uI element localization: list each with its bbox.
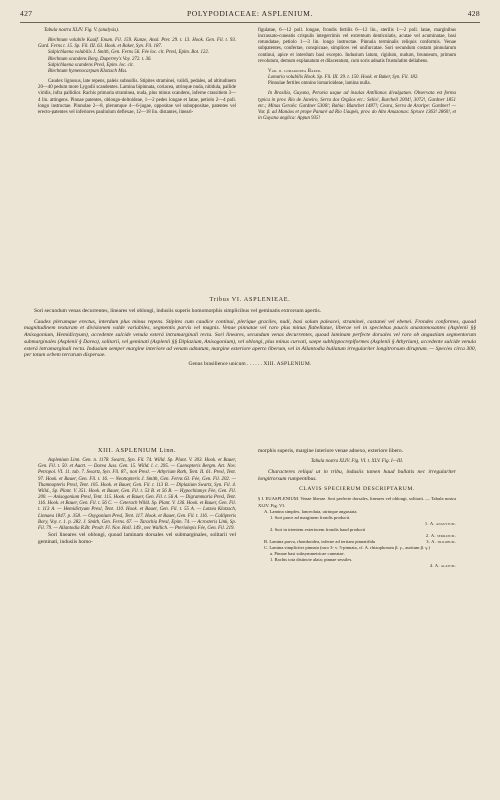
distribution-text: In Brasilia, Guyana, Peruvia usque ad insulas Antillanas divulgatum. Observata est forma typica in prov. Rio de Janeiro, Serra dos Orgãos etc.: Sello!, Burchell 2004!, 3072!, Gardner 1851 etc.; Minas Geraës: Gardner 5306!; Bahia: Blanchet 1487!; Ceara, Serra de Araripe: Gardner! — Var. β. ad Manáos et prope Panuré ad Rio Uaupés, prov. do Alto Amazonas: Spruce 1363! 2860!, et in Guyana anglica: Appun 935! xyxy=(258,91,456,122)
genus-tabula: Tabula nostra XLIV. Fig. VI. t. XLV. Fig. I—III. xyxy=(310,458,404,464)
key-row: 1. Sori parce ad marginem frondis producti. xyxy=(270,514,351,520)
left-page-number: 427 xyxy=(20,9,33,18)
genus-sori-text: Sori lineares vel oblongi, quoad laminam dorsales vel submarginales, solitarii vel geminati, indusiis homo- xyxy=(38,532,236,545)
key-row: § I. EUASPLENIUM. Venae liberae. Sori perfecte dorsales, lineares vel oblongi, solitarii. — Tabula nostra XLIV. Fig. VI. xyxy=(258,496,456,508)
key-row: 1. A. angustum. xyxy=(424,520,456,526)
tribe-description: Caudex plerumque erectus, interdum plus minus repens. Stipites cum caudice continui, plerique graciles, nudi, basi solum paleacei, straminei, castanei vel ebenei. Frondes conformes, quoad magnitudinem texturam et divisionem valde variabiles, segmentis parvis vel magnis. Venae pinnatae vel raro plus minus flabellatae, liberae vel in speciebus paucis anastomosantes (Asplenii §§ Anisogonium, Hemidictyum), accedente sulcide venula exterá intramarginali recta. Sori lineares, secundum venas decurrentes, quoad laminam perfecte dorsales vel raro ob angustiam segmentorum submarginales (Asplenii § Darea), solitarii, vel geminati (Asplenii §§ Diplazium, Anisogonium), vel oblongi, plus minus curvati, saepe subhippocrepiformes (Asplenii § Athyrium), accedente sulcide venula exterá intramarginali recta. Indusium semper margine interiore ad venam adnatum, margine exteriore aperto liberum, vel in Allantodia bullatum irregulariter longitrorsum diruptum. — Species circa 300, per totum orbem terrarum dispersae. xyxy=(24,318,476,359)
synonym-entry: Salpichlaena volubilis J. Smith, Gen. Ferns 56. Fée loc. cit. Presl, Epim. Bot. 122. xyxy=(48,50,210,56)
genus-line-dots: . . . . . . xyxy=(247,360,263,367)
left-column-top xyxy=(38,28,236,116)
species-key xyxy=(258,496,456,569)
synonym-entry: Blechnum volubile Kaulf. Enum. Fil. 159. Kunze, Anal. Pter. 29. t. 13. Hook. Gen. Fil. t. 93. Gard. Ferns t. 15. Sp. Fil. III. 63. Hook. et Baker, Syn. Fil. 187. xyxy=(38,38,236,50)
running-header xyxy=(20,9,480,21)
genus-characteres: Characteres reliqui ut in tribu, indusiis tamen haud bullatis nec irregulariter longitrorsum rumpentibus. xyxy=(258,468,456,482)
tribe-heading: Tribus VI. ASPLENIEAE. xyxy=(209,296,291,303)
right-page-number: 428 xyxy=(467,9,480,18)
genus-synonyms: Asplenium Linn. Gen. n. 1178. Swartz, Syn. Fil. 74. Willd. Sp. Plant. V. 303. Hook. et Bauer, Gen. Fil. t. 50. et Auctt. — Darea Juss. Gen. 15. Willd. l. c. 295. — Caenopteris Bergm. Act. Nov. Petropol. VI. 11. tab. 7. Swartz, Syn. Fil. 87., non Presl. — Athyrium Roth, Tent. II. 61. Presl, Tent. 97. Hook. et Bauer, Gen. Fil. t. 16. — Neottopteris J. Smith, Gen. Ferns 63. Fée, Gen. Fil. 202. — Thamnopteris Presl, Tent. 105. Hook. et Bauer, Gen. Fil. t. 113 B. — Diplazium Swartz, Syn. Fil. 4. Willd., Sp. Plant. V. 351. Hook. et Bauer, Gen. Fil. t. 53 B. et 56 B. — Hypochlamys Fée, Gen. Fil. 200. — Anisogonium Presl, Tent. 115. Hook. et Bauer, Gen. Fil. t. 56 A. — Digrammaria Presl, Tent. 116. Hook. et Bauer, Gen. Fil. t. 56 C. — Ceterach Willd. Sp. Plant. V. 136. Hook. et Bauer, Gen. Fil. t. 113 A. — Hemidictyum Presl, Tent. 110. Hook. et Bauer, Gen. Fil. t. 55 A. — Lotzea Klotzsch, Linnaea 1847. p. 358. — Oxygonium Presl, Tent. 117. Hook. et Bauer, Gen. Fil. t. 116. — Callipteris Bory, Voy. t. 1. p. 282. J. Smith, Gen. Ferns. 67. — Tarachia Presl, Epim. 74. — Acrosteris Link, Sp. Fil. 79. — Allantodia R.Br. Prodr. Fl. Nov. Holl. 149., nec Wallich. — Pteriolepis Fée, Gen. Fil. 219. xyxy=(38,458,236,531)
species-description: Caudex lignosus, late repens, paleis subnullis. Stipites straminei, validi, pedales, ad altitudinem 20—40 pedum more Lygodii scandentes. Lamina bipinnata, coriacea, utrinque nuda, nitidula, pallide viridis, infra pallidior. Rachis primaria straminea, nuda, plus minus scandens, inferne crassitiem 3—4 lin. attingens. Pinnae patentes, oblongo-deltoideae, 1—2 pedes longae et latae, petiolo 2—4 poll. longo instructae. Pinnulae 2—8, plerumque 4—6-jugae, oppositae vel suboppositae, patentes vel erecto-patentes vel inferiores pauliulum deflexae, 12—18 lin. distantes, lineari- xyxy=(38,79,236,115)
key-row: 2. Sori in trientem exteriorem frondis haud producti xyxy=(270,526,366,532)
description-continued: figulatae, 6—12 poll. longae, frondis fertilis 6—12 lin., sterilis 1—2 poll. latae, marginibus incrassato-cuneatis crispulis integerrimis vel extremum denticulatis, acutae vel acuminatae, basi rotundatae, petiolo 1—3 lin. longo instructae. Pinnula terminalis reliquis conformis. Venae subpatentes, confertae, conspicuae, simplices vel unifurcatae. Sori secundum costam pinnularum continui, apice et interdum basi excepto. Indusium latum, rigidum, nudum, brunneum, primum revolutum, demum explanatum et dilaceratum, cum soris adnatis frustulatim deliabens. xyxy=(258,28,456,64)
key-row: 1. Rachis tota distincte alata; pinnae sessiles. xyxy=(270,557,353,563)
tabula-reference: Tabula nostra XLIV. Fig. V. (analysis). xyxy=(44,28,120,33)
key-row: C. Lamina simpliciter pinnata (raro 3- v. 5-pinnata, cf. A. rhizophorum β. γ., auritum β. γ.) xyxy=(264,544,430,550)
running-title: POLYPODIACEAE: ASPLENIUM. xyxy=(186,9,314,18)
key-row: 4. A. alatum. xyxy=(429,563,456,569)
key-row: a. Pinnae basi subsymmetricae cuneatae. xyxy=(270,551,345,557)
tribe-intro: Sori secundum venas decurrentes, lineares vel oblongi, indusiis superis homomorphis simplicibus vel geminatis extrorsum apertis. xyxy=(34,308,322,314)
variety-heading: Var. β. lomariodea Baker. xyxy=(268,68,322,74)
left-column-bottom xyxy=(38,448,236,545)
tribe-body xyxy=(24,308,476,367)
key-row: 2. A. serratum. xyxy=(425,532,456,538)
genus-intro-cont: morphis superis, margine interiore venae adnexo, exteriore libero. xyxy=(258,448,403,454)
header-rule xyxy=(20,22,480,23)
genus-line-left: Genus brasilience unicum xyxy=(188,360,246,367)
genus-line xyxy=(24,361,476,367)
key-row: A. Lamina simplex, lanceolata, utrinque angustata. xyxy=(264,508,358,514)
genus-heading: XIII. ASPLENIUM Linn. xyxy=(97,447,177,454)
variety-description: Pinnulae fertiles omnino lomarioideae, lamina nulla. xyxy=(268,81,371,87)
right-column-top xyxy=(258,28,456,122)
key-title: CLAVIS SPECIERUM DESCRIPTARUM. xyxy=(299,486,415,493)
genus-line-right: XIII. ASPLENIUM. xyxy=(263,360,312,367)
key-row: B. Lamina parva, rhomboidea, inferne ad tertiam pinnatifida 3. A. trilobum. xyxy=(264,538,456,544)
synonym-entry: Blechnum hymenocarpum Klotzsch Mss. xyxy=(48,68,128,74)
right-column-bottom xyxy=(258,448,456,569)
synonym-entry: Salpichlaena scandens Presl, Epim. loc. cit. xyxy=(48,62,134,68)
variety-synonym: Lomaria volubilis Hook. Sp. Fil. III. 39. t. 150. Hook. et Baker, Syn. Fil. 182. xyxy=(268,75,419,81)
synonym-entry: Blechnum scandens Borg, Duperrey's Voy. 272. t. 36. xyxy=(48,56,152,62)
